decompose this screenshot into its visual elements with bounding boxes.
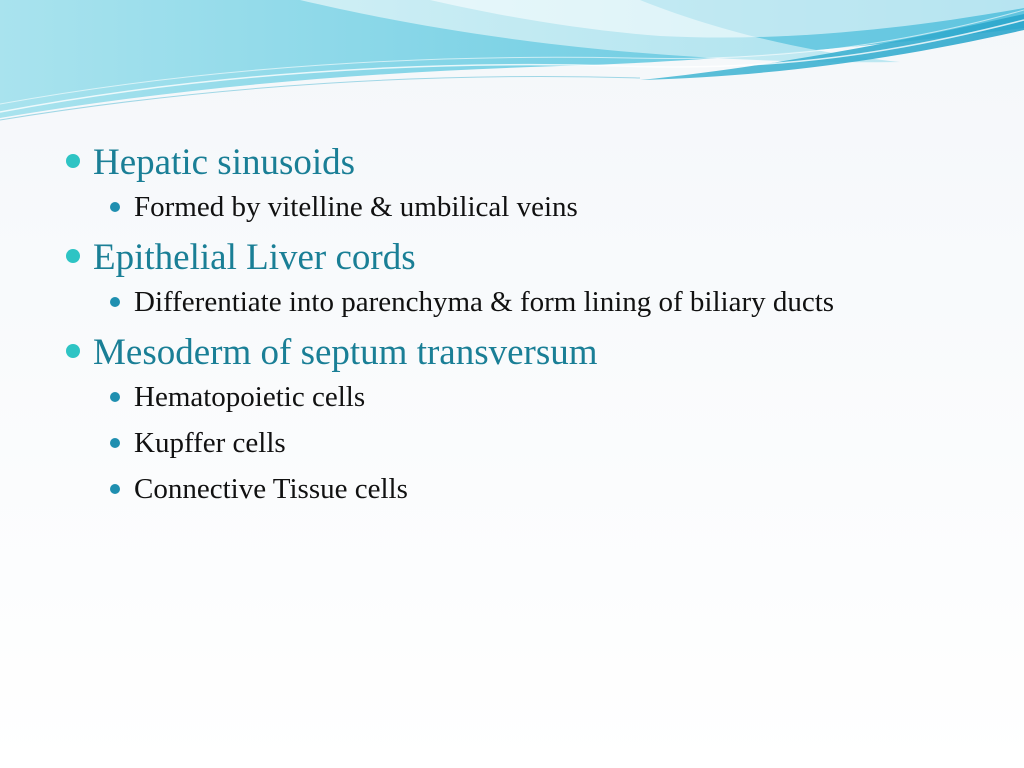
bullet-dot-icon: [110, 297, 120, 307]
sub-list-item-label: Kupffer cells: [134, 427, 286, 459]
list-item-hepatic-sinusoids: [62, 140, 962, 225]
bullet-dot-icon: [66, 154, 80, 168]
bullet-dot-icon: [110, 484, 120, 494]
sub-list-item: [62, 471, 962, 507]
slide-content: [62, 140, 962, 517]
bullet-dot-icon: [110, 438, 120, 448]
sub-list-item: [62, 284, 962, 320]
sub-list: [62, 189, 962, 225]
sub-list-item-label: Hematopoietic cells: [134, 381, 366, 413]
bullet-dot-icon: [110, 202, 120, 212]
list-item-label: Epithelial Liver cords: [93, 237, 416, 278]
list-item-label: Hepatic sinusoids: [93, 142, 356, 183]
sub-list-item: [62, 189, 962, 225]
list-item-label: Mesoderm of septum transversum: [93, 332, 598, 373]
wave-header-decoration: [0, 0, 1024, 130]
sub-list: [62, 284, 962, 320]
sub-list: [62, 379, 962, 507]
sub-list-item-label: Formed by vitelline & umbilical veins: [134, 191, 578, 223]
bullet-dot-icon: [110, 392, 120, 402]
sub-list-item-label: Connective Tissue cells: [134, 473, 408, 505]
sub-list-item: [62, 379, 962, 415]
list-item-mesoderm-septum-transversum: [62, 330, 962, 507]
sub-list-item: [62, 425, 962, 461]
sub-list-item-label: Differentiate into parenchyma & form lining of biliary ducts: [134, 286, 835, 318]
list-item-epithelial-liver-cords: [62, 235, 962, 320]
bullet-list: [62, 140, 962, 507]
bullet-dot-icon: [66, 249, 80, 263]
bullet-dot-icon: [66, 344, 80, 358]
